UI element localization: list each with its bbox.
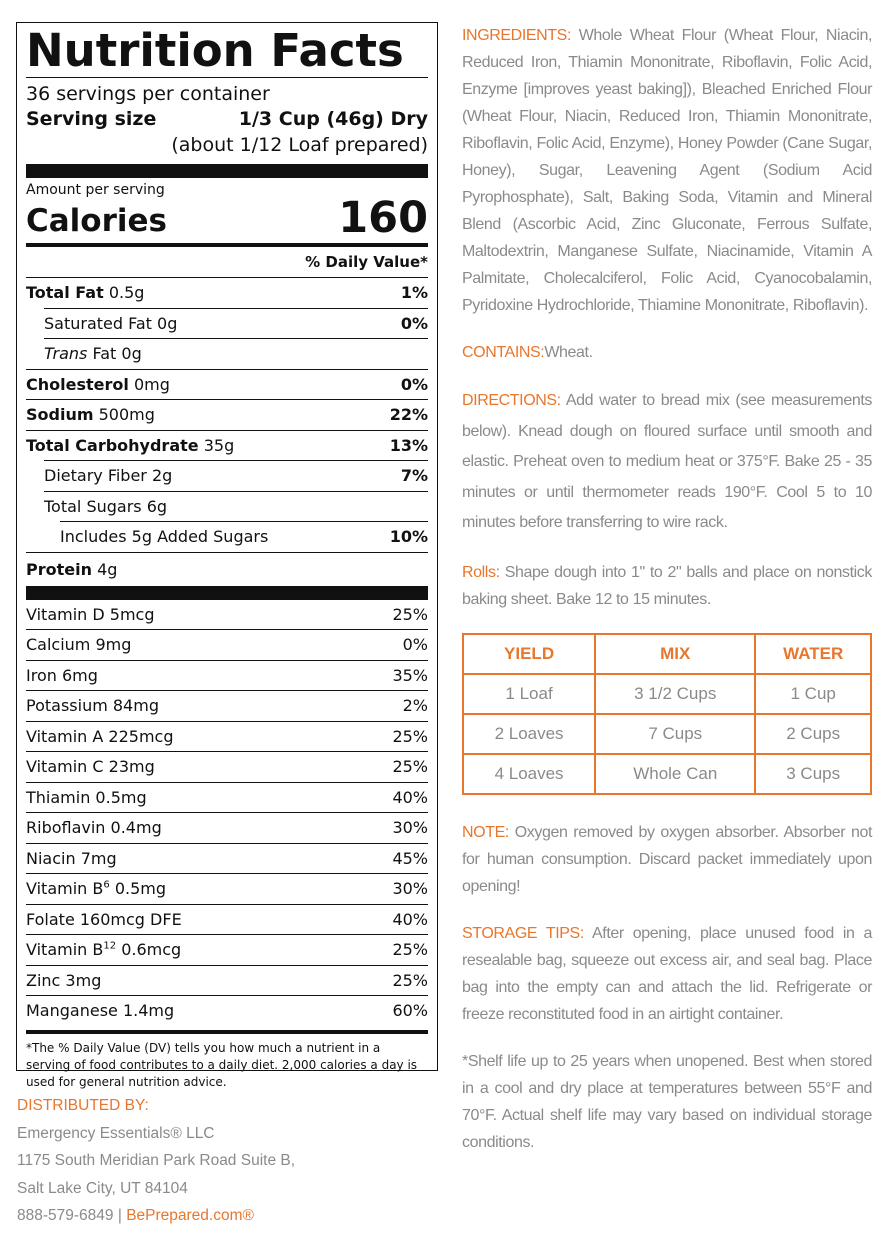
serving-size <box>26 107 428 132</box>
storage-text: After opening, place unused food in a resealable bag, squeeze out excess air, and seal bag. Place bag into the empty can and attach the lid. Refrigerate or freeze reconstituted food in an airtight container. <box>462 924 872 1023</box>
note-label: NOTE: <box>462 823 509 841</box>
nutrient-row-protein: Protein 4g <box>26 552 428 586</box>
daily-value-header: % Daily Value* <box>305 253 428 271</box>
nutrient-row-total-fat: Total Fat 0.5g 1% <box>26 277 428 308</box>
contains-section <box>462 339 872 366</box>
vitamin-row: Calcium 9mg 0% <box>26 629 428 660</box>
nutrient-row-total-carbohydrate: Total Carbohydrate 35g 13% <box>26 430 428 461</box>
distributor-phone: 888-579-6849 | <box>17 1207 122 1224</box>
servings-per-container: 36 servings per container <box>26 83 270 105</box>
calories-value: 160 <box>338 193 428 243</box>
vitamin-row: Riboflavin 0.4mg 30% <box>26 812 428 843</box>
yield-table-header <box>463 634 871 674</box>
vitamin-row: Thiamin 0.5mg 40% <box>26 782 428 813</box>
product-info-column <box>462 22 872 1176</box>
distributor-address-line2: Salt Lake City, UT 84104 <box>17 1179 188 1197</box>
distributor-label: DISTRIBUTED BY: <box>17 1097 149 1114</box>
shelf-life-note: *Shelf life up to 25 years when unopened. Best when stored in a cool and dry place at temperatures between 55°F and 70°F. Actual shelf life may vary based on individual storage conditions. <box>462 1052 872 1151</box>
vitamin-row: Vitamin $B^6$ 0.5mg 30% <box>26 873 428 904</box>
nutrition-facts-panel <box>16 22 438 1089</box>
vitamin-row: Iron 6mg 35% <box>26 660 428 691</box>
ingredients-label: INGREDIENTS: <box>462 27 571 44</box>
daily-value-footnote: *The % Daily Value (DV) tells you how much a nutrient in a serving of food contributes to a daily diet. 2,000 calories a day is used for general nutrition advice. <box>26 1040 418 1089</box>
nutrient-row-cholesterol: Cholesterol 0mg 0% <box>26 369 428 400</box>
storage-section <box>462 920 872 1028</box>
serving-size-label: Serving size <box>26 108 157 130</box>
vitamin-list <box>26 600 428 1026</box>
table-row: 1 Loaf 3 1/2 Cups 1 Cup <box>463 674 871 714</box>
serving-size-value: 1/3 Cup (46g) Dry <box>238 108 428 130</box>
vitamin-row: Niacin 7mg 45% <box>26 843 428 874</box>
nutrient-row-total-sugars: Total Sugars 6g <box>44 491 428 522</box>
nutrient-row-dietary-fiber: Dietary Fiber 2g 7% <box>44 460 428 491</box>
calories-label: Calories <box>26 203 167 239</box>
rolls-label: Rolls: <box>462 563 500 581</box>
distributor-contact <box>17 1202 417 1230</box>
mix-header: MIX <box>595 634 755 674</box>
vitamin-row: Potassium 84mg 2% <box>26 690 428 721</box>
contains-text: Wheat. <box>544 344 593 361</box>
vitamin-row: Manganese 1.4mg 60% <box>26 995 428 1026</box>
nutrition-title: Nutrition Facts <box>26 24 404 77</box>
amount-per-serving: Amount per serving <box>26 182 165 198</box>
vitamin-row: Vitamin D 5mcg 25% <box>26 604 428 624</box>
yield-table <box>462 633 872 795</box>
vitamin-row: Vitamin C 23mg 25% <box>26 751 428 782</box>
nutrient-row-trans-fat: Trans Fat 0g <box>44 338 428 369</box>
distributor-block <box>17 1092 417 1230</box>
distributor-address-line1: 1175 South Meridian Park Road Suite B, <box>17 1152 296 1169</box>
distributor-name: Emergency Essentials® LLC <box>17 1124 215 1142</box>
table-row: 4 Loaves Whole Can 3 Cups <box>463 754 871 794</box>
table-row: 2 Loaves 7 Cups 2 Cups <box>463 714 871 754</box>
ingredients-text: Whole Wheat Flour (Wheat Flour, Niacin, Reduced Iron, Thiamin Mononitrate, Riboflavin, Folic Acid, Enzyme [improves yeast baking]), Bleached Enriched Flour (Wheat Flour, Niacin, Reduced Iron, Thiamin Mononitrate, Riboflavin, Folic Acid, Enzyme), Honey Powder (Cane Sugar, Honey), Sugar, Leavening Agent (Sodium Acid Pyrophosphate), Salt, Baking Soda, Vitamin and Mineral Blend (Ascorbic Acid, Zinc Gluconate, Ferrous Sulfate, Maltodextrin, Manganese Sulfate, Niacinamide, Vitamin A Palmitate, Cholecalciferol, Folic Acid, Cyanocobalamin, Pyridoxine Hydrochloride, Thiamine Mononitrate, Riboflavin). <box>462 27 873 314</box>
directions-section <box>462 386 872 539</box>
nutrient-row-saturated-fat: Saturated Fat 0g 0% <box>44 308 428 339</box>
rolls-section <box>462 559 872 613</box>
distributor-website-link[interactable]: BePrepared.com® <box>126 1207 254 1224</box>
directions-label: DIRECTIONS: <box>462 392 561 409</box>
nutrient-row-sodium: Sodium 500mg 22% <box>26 399 428 430</box>
note-section <box>462 819 872 900</box>
water-header: WATER <box>755 634 871 674</box>
vitamin-row: Zinc 3mg 25% <box>26 965 428 996</box>
vitamin-row: Folate 160mcg DFE 40% <box>26 904 428 935</box>
vitamin-row: Vitamin $B^{12}$ 0.6mcg 25% <box>26 934 428 965</box>
yield-header: YIELD <box>463 634 595 674</box>
nutrient-row-added-sugars: Includes 5g Added Sugars 10% <box>60 521 428 552</box>
calories-row <box>26 193 428 243</box>
ingredients-section <box>462 22 872 319</box>
contains-label: CONTAINS: <box>462 344 545 361</box>
directions-text: Add water to bread mix (see measurements below). Knead dough on floured surface until smooth and elastic. Preheat oven to medium heat or 375°F. Bake 25 - 35 minutes or until thermometer reads 190°F. Cool 5 to 10 minutes before transferring to wire rack. <box>462 392 872 531</box>
rolls-text: Shape dough into 1" to 2" balls and place on nonstick baking sheet. Bake 12 to 15 minutes. <box>462 563 872 608</box>
vitamin-row: Vitamin A 225mcg 25% <box>26 721 428 752</box>
serving-size-note: (about 1/12 Loaf prepared) <box>171 134 428 156</box>
note-text: Oxygen removed by oxygen absorber. Absorber not for human consumption. Discard packet immediately upon opening! <box>462 823 873 895</box>
storage-label: STORAGE TIPS: <box>462 924 584 942</box>
